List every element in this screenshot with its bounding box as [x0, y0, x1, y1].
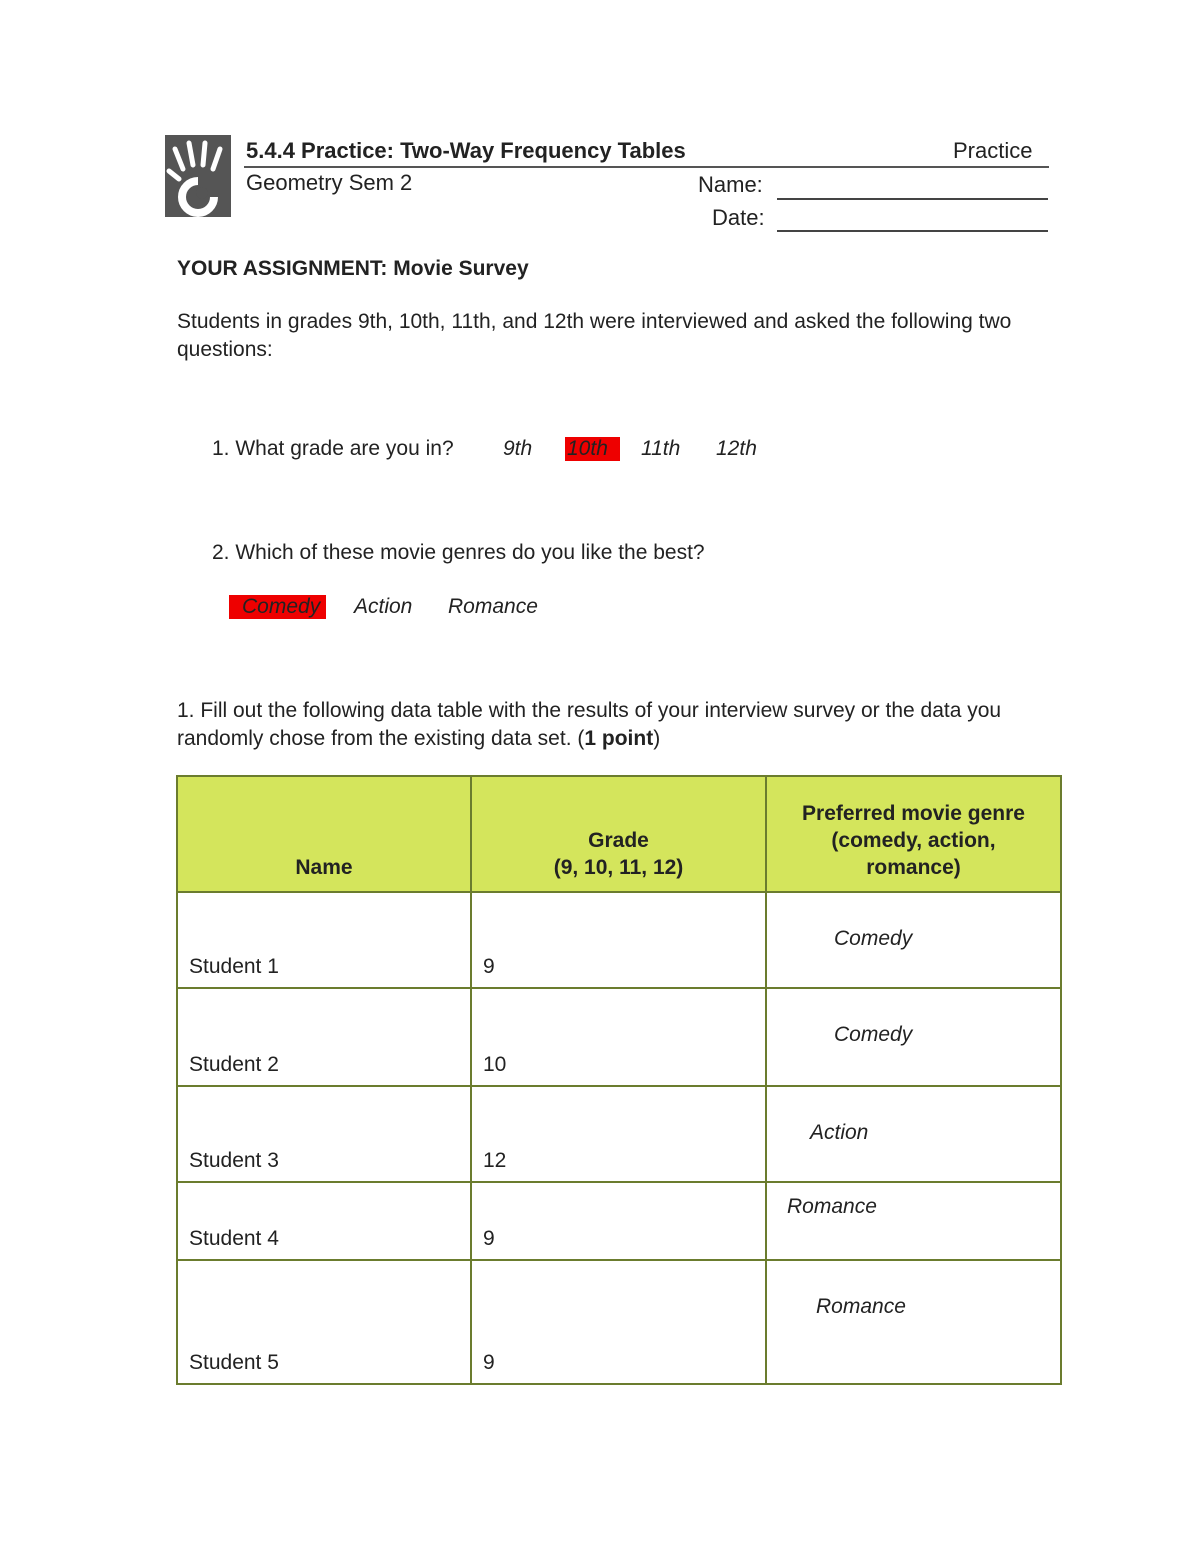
header-name — [177, 776, 471, 892]
student-genre: Comedy — [834, 1023, 913, 1046]
grade-option-12th[interactable]: 12th — [716, 437, 757, 460]
question-2: 2. Which of these movie genres do you like the best? — [212, 541, 705, 564]
student-name: Student 5 — [189, 1351, 279, 1374]
student-name: Student 2 — [189, 1053, 279, 1076]
grade-option-10th[interactable]: 10th — [565, 437, 620, 461]
student-genre: Romance — [787, 1195, 877, 1218]
header-genre — [766, 776, 1061, 892]
school-logo — [165, 135, 231, 217]
cell-grade[interactable] — [471, 1182, 766, 1260]
task-points: 1 point — [584, 727, 654, 750]
table-row — [177, 892, 1061, 988]
table-row — [177, 1086, 1061, 1182]
table-row — [177, 1260, 1061, 1384]
assignment-heading — [177, 257, 529, 281]
grade-option-9th[interactable]: 9th — [503, 437, 533, 460]
assignment-title: Movie Survey — [393, 257, 529, 280]
cell-grade[interactable] — [471, 892, 766, 988]
student-genre: Romance — [816, 1295, 906, 1318]
student-grade: 12 — [483, 1149, 507, 1172]
worksheet-title: 5.4.4 Practice: Two-Way Frequency Tables — [246, 138, 686, 163]
cell-name[interactable] — [177, 1260, 471, 1384]
name-field[interactable] — [777, 198, 1048, 200]
student-grade: 9 — [483, 1351, 495, 1374]
header-grade-line-2: (9, 10, 11, 12) — [553, 856, 684, 879]
cell-genre[interactable] — [766, 1086, 1061, 1182]
table-row — [177, 988, 1061, 1086]
worksheet-type: Practice — [953, 138, 1033, 163]
cell-grade[interactable] — [471, 1086, 766, 1182]
task-text: 1. Fill out the following data table with the results of your interview survey or the data you randomly chose from the existing data set. ( — [177, 699, 1002, 750]
cell-genre[interactable] — [766, 988, 1061, 1086]
cell-genre[interactable] — [766, 892, 1061, 988]
student-genre: Action — [810, 1121, 869, 1144]
genre-option-action[interactable]: Action — [354, 595, 413, 618]
header-divider — [244, 166, 1049, 168]
cell-genre[interactable] — [766, 1260, 1061, 1384]
cell-grade[interactable] — [471, 988, 766, 1086]
header-grade-line-1: Grade — [588, 829, 649, 852]
header-genre-line-2: (comedy, action, — [831, 829, 996, 852]
table-header-row — [177, 776, 1061, 892]
student-grade: 10 — [483, 1053, 507, 1076]
header-genre-line-1: Preferred movie genre — [802, 802, 1025, 825]
student-genre: Comedy — [834, 927, 913, 950]
genre-option-comedy[interactable]: Comedy — [229, 595, 326, 619]
cell-genre[interactable] — [766, 1182, 1061, 1260]
student-name: Student 1 — [189, 955, 279, 978]
date-field[interactable] — [777, 230, 1048, 232]
grade-option-11th[interactable]: 11th — [641, 437, 681, 460]
name-label: Name: — [698, 172, 763, 197]
student-grade: 9 — [483, 1227, 495, 1250]
course-name: Geometry Sem 2 — [246, 170, 413, 195]
question-1: 1. What grade are you in? — [212, 437, 454, 460]
task-text-end: ) — [653, 727, 661, 750]
header-genre-line-3: romance) — [866, 856, 961, 879]
assignment-intro: Students in grades 9th, 10th, 11th, and 12th were interviewed and asked the following two questions: — [177, 310, 1012, 361]
assignment-label: YOUR ASSIGNMENT: — [177, 257, 388, 280]
header-name-text: Name — [295, 856, 353, 879]
survey-data-table — [176, 775, 1062, 1385]
genre-option-romance[interactable]: Romance — [448, 595, 538, 618]
student-name: Student 4 — [189, 1227, 279, 1250]
cell-name[interactable] — [177, 988, 471, 1086]
table-row — [177, 1182, 1061, 1260]
task-instructions — [177, 697, 1077, 753]
cell-name[interactable] — [177, 892, 471, 988]
cell-grade[interactable] — [471, 1260, 766, 1384]
student-grade: 9 — [483, 955, 495, 978]
cell-name[interactable] — [177, 1182, 471, 1260]
header-grade — [471, 776, 766, 892]
date-label: Date: — [712, 205, 765, 230]
cell-name[interactable] — [177, 1086, 471, 1182]
student-name: Student 3 — [189, 1149, 279, 1172]
